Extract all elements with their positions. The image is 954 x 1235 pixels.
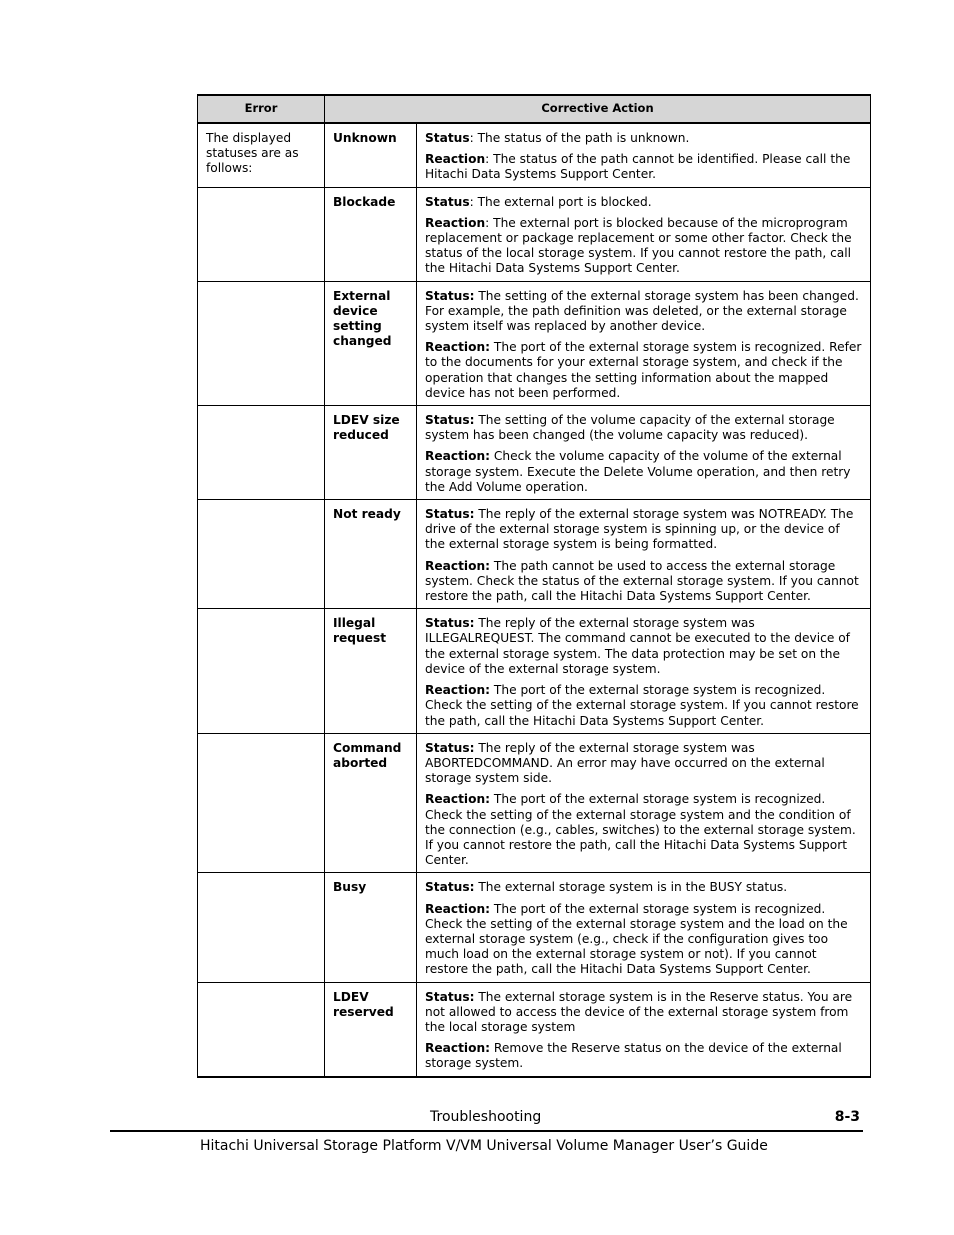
- reaction-label: Reaction:: [425, 558, 491, 573]
- table-row: [198, 982, 871, 1077]
- reaction-label: Reaction:: [425, 340, 491, 355]
- status-name: External device setting changed: [325, 281, 417, 405]
- reaction-label: Reaction: [425, 152, 486, 167]
- footer-divider: [110, 1130, 863, 1132]
- table-header-row: [198, 95, 871, 123]
- status-name: Command aborted: [325, 733, 417, 873]
- reaction-text: Reaction: The port of the external storage system is recognized. Check the setting of the external storage system. If you cannot restore the path, call the Hitachi Data Systems Support Center.: [425, 683, 859, 728]
- table-row: [198, 187, 871, 281]
- error-cell: [198, 609, 325, 733]
- status-text: Status: The external storage system is in the Reserve status. You are not allowed to access the device of the external storage system from the local storage system: [425, 989, 853, 1034]
- table-row: [198, 123, 871, 187]
- table-row: [198, 609, 871, 733]
- error-cell: The displayed statuses are as follows:: [198, 123, 325, 187]
- status-text: Status: The external port is blocked.: [425, 194, 652, 209]
- status-name: Unknown: [325, 123, 417, 187]
- status-label: Status: [425, 131, 470, 145]
- error-cell: [198, 406, 325, 500]
- reaction-text: Reaction: The port of the external storage system is recognized. Check the setting of the external storage system and the condition of the connection (e.g., cables, switches) to the external storage system. If you cannot restore the path, call the Hitachi Data Systems Support Center.: [425, 792, 856, 868]
- table-row: [198, 873, 871, 982]
- status-text: Status: The setting of the volume capacity of the external storage system has been changed (the volume capacity was reduced).: [425, 413, 835, 443]
- table-row: [198, 733, 871, 873]
- reaction-label: Reaction:: [425, 449, 491, 464]
- status-text: Status: The reply of the external storage system was ABORTEDCOMMAND. An error may have occurred on the external storage system side.: [425, 740, 825, 786]
- error-cell: [198, 187, 325, 281]
- status-name: LDEV size reduced: [325, 406, 417, 500]
- status-text: Status: The reply of the external storage system was NOTREADY. The drive of the external storage system is spinning up, or the device of the external storage system is being formatted.: [425, 507, 854, 552]
- error-cell: [198, 500, 325, 609]
- action-cell: [417, 406, 871, 500]
- action-cell: [417, 733, 871, 873]
- action-cell: [417, 281, 871, 405]
- action-cell: [417, 609, 871, 733]
- status-label: Status:: [425, 989, 475, 1004]
- footer-section-title: Troubleshooting: [430, 1109, 542, 1125]
- status-label: Status: [425, 194, 470, 209]
- status-label: Status:: [425, 616, 475, 631]
- reaction-text: Reaction: The status of the path cannot be identified. Please call the Hitachi Data Systems Support Center.: [425, 152, 851, 182]
- error-cell: [198, 873, 325, 982]
- status-name: Not ready: [325, 500, 417, 609]
- status-name: Blockade: [325, 187, 417, 281]
- status-text: Status: The setting of the external storage system has been changed. For example, the path definition was deleted, or the external storage system itself was replaced by another device.: [425, 288, 859, 334]
- reaction-text: Reaction: Remove the Reserve status on the device of the external storage system.: [425, 1041, 842, 1071]
- status-label: Status:: [425, 880, 475, 895]
- reaction-text: Reaction: Check the volume capacity of the volume of the external storage system. Execute the Delete Volume operation, and then retry the Add Volume operation.: [425, 449, 851, 494]
- table-body: [198, 123, 871, 1077]
- table-row: [198, 500, 871, 609]
- reaction-text: Reaction: The port of the external storage system is recognized. Check the setting of the external storage system and the load on the external storage system (e.g., check if the configuration gives too much load on the external storage system or not). If you cannot restore the path, call the Hitachi Data Systems Support Center.: [425, 901, 848, 977]
- action-cell: [417, 187, 871, 281]
- header-corrective-action: Corrective Action: [325, 95, 871, 123]
- reaction-text: Reaction: The path cannot be used to access the external storage system. Check the status of the external storage system. If you cannot restore the path, call the Hitachi Data Systems Support Center.: [425, 558, 859, 604]
- error-cell: [198, 281, 325, 405]
- status-label: Status:: [425, 507, 475, 522]
- status-label: Status:: [425, 740, 475, 755]
- action-cell: [417, 500, 871, 609]
- status-name: Illegal request: [325, 609, 417, 733]
- status-label: Status:: [425, 413, 475, 428]
- reaction-label: Reaction:: [425, 1041, 491, 1056]
- table-row: [198, 281, 871, 405]
- reaction-text: Reaction: The port of the external storage system is recognized. Refer to the documents for your external storage system, and check if the operation that changes the setting information about the mapped device has not been performed.: [425, 340, 862, 400]
- table-row: [198, 406, 871, 500]
- status-label: Status:: [425, 288, 475, 303]
- reaction-label: Reaction: [425, 215, 486, 230]
- status-text: Status: The status of the path is unknown.: [425, 131, 690, 145]
- reaction-label: Reaction:: [425, 683, 491, 698]
- error-status-table: [197, 94, 871, 1078]
- error-cell: [198, 982, 325, 1077]
- action-cell: [417, 982, 871, 1077]
- reaction-label: Reaction:: [425, 792, 491, 807]
- action-cell: [417, 123, 871, 187]
- status-name: Busy: [325, 873, 417, 982]
- header-error: Error: [198, 95, 325, 123]
- error-cell: [198, 733, 325, 873]
- reaction-text: Reaction: The external port is blocked because of the microprogram replacement or package replacement or some other factor. Check the status of the local storage system. If you cannot restore the path, call the Hitachi Data Systems Support Center.: [425, 215, 852, 276]
- reaction-label: Reaction:: [425, 901, 491, 916]
- status-text: Status: The external storage system is in the BUSY status.: [425, 880, 788, 895]
- action-cell: [417, 873, 871, 982]
- page-number: 8-3: [834, 1109, 860, 1125]
- book-title: Hitachi Universal Storage Platform V/VM Universal Volume Manager User’s Guide: [200, 1138, 768, 1154]
- status-text: Status: The reply of the external storage system was ILLEGALREQUEST. The command cannot be executed to the device of the external storage system. The data protection may be set on the device of the external storage system.: [425, 616, 850, 676]
- status-name: LDEV reserved: [325, 982, 417, 1077]
